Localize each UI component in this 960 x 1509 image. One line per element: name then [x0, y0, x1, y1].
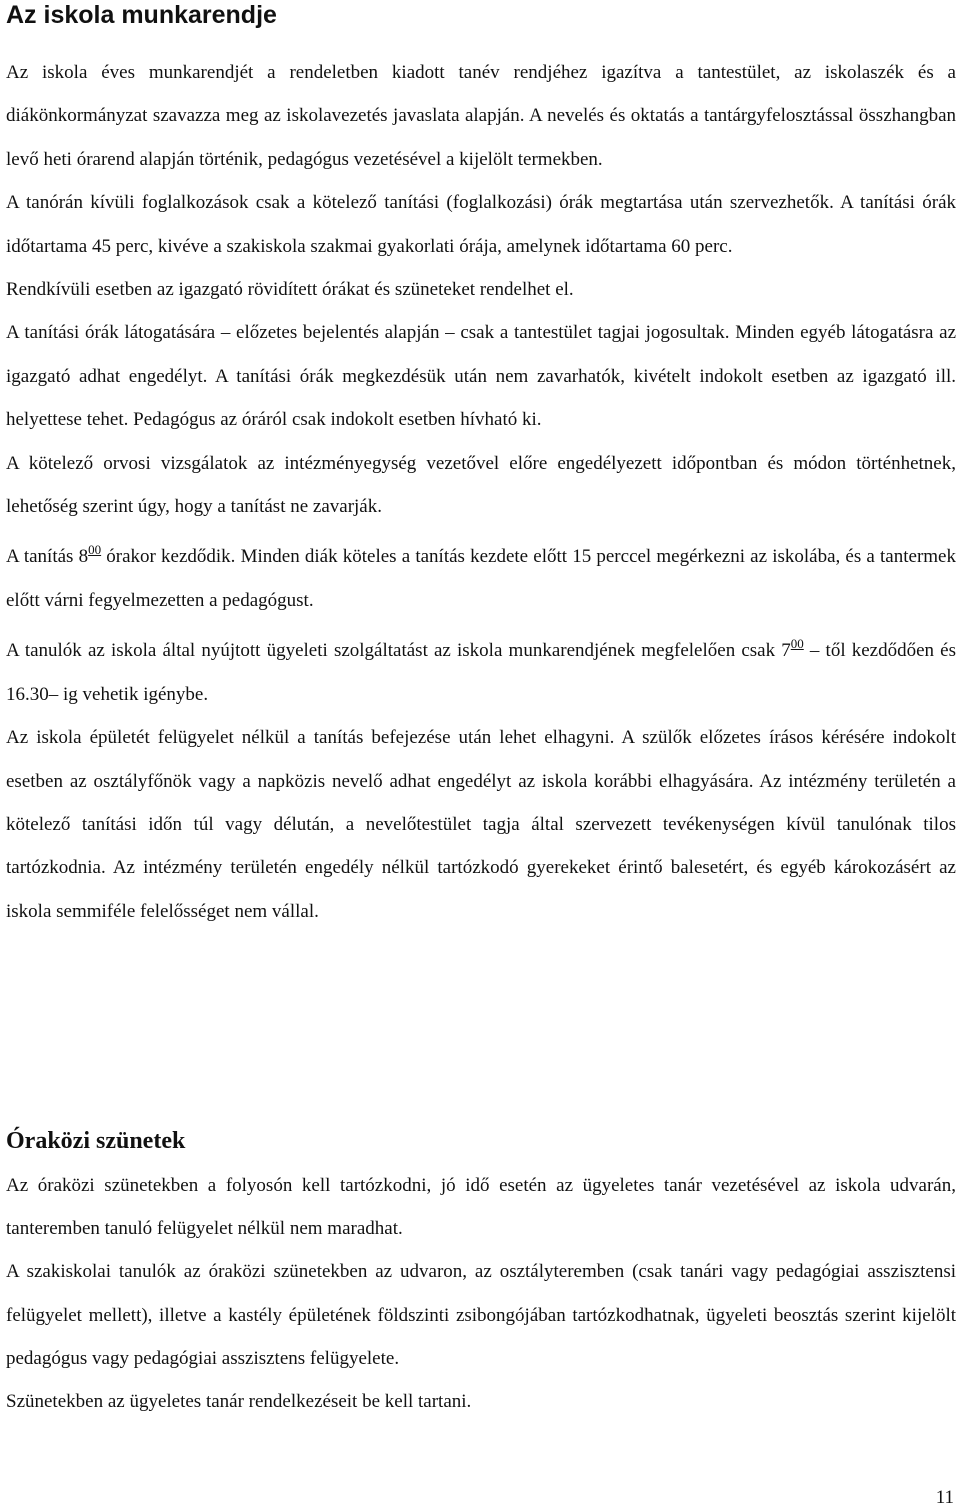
- duty-text-b: – től kezdődően és 16.30– ig vehetik igénybe.: [6, 640, 957, 705]
- paragraph: A szakiskolai tanulók az óraközi szünetekben az udvaron, az osztályteremben (csak tanári vagy pedagógiai asszisztensi felügyelet mellett), illetve a kastély épületének földszinti zsibongójában tartózkodhatnak, ügyeleti beosztás szerint kijelölt pedagógus vagy pedagógiai asszisztens felügyelete.: [6, 1261, 956, 1369]
- paragraph-start-time: [6, 528, 956, 622]
- section-title: Óraközi szünetek: [6, 1128, 186, 1154]
- paragraph: A tanórán kívüli foglalkozások csak a kötelező tanítási (foglalkozási) órák megtartása után szervezhetők. A tanítási órák időtartama 45 perc, kivéve a szakiskola szakmai gyakorlati órája, amelynek időtartama 60 perc.: [6, 192, 956, 257]
- page-title: Az iskola munkarendje: [6, 1, 277, 29]
- section2-body: [6, 1164, 956, 1423]
- paragraph-leaving: Az iskola épületét felügyelet nélkül a tanítás befejezése után lehet elhagyni. A szülők előzetes írásos kérésére indokolt esetben az osztályfőnök vagy a napközis nevelő adhat engedélyt az iskola korábbi elhagyására. Az intézmény területén a kötelező tanítási időn túl vagy délután, a nevelőtestület tagja által szervezett tevékenységen kívül tanulónak tilos tartózkodnia. Az intézmény területén engedély nélkül tartózkodó gyerekeket érintő balesetért, és egyéb károkozásért az iskola semmiféle felelősséget nem vállal.: [6, 727, 956, 922]
- paragraph: Az óraközi szünetekben a folyosón kell tartózkodni, jó idő esetén az ügyeletes tanár vezetésével az iskola udvarán, tanteremben tanuló felügyelet nélkül nem maradhat.: [6, 1175, 956, 1240]
- paragraph: Az iskola éves munkarendjét a rendeletben kiadott tanév rendjéhez igazítva a tantestület, az iskolaszék és a diákönkormányzat szavazza meg az iskolavezetés javaslata alapján. A nevelés és oktatás a tantárgyfelosztással összhangban levő heti órarend alapján történik, pedagógus vezetésével a kijelölt termekben.: [6, 62, 956, 170]
- page-number: 11: [935, 1487, 954, 1508]
- start-text-a: A tanítás 8: [6, 546, 89, 568]
- paragraph: Rendkívüli esetben az igazgató rövidített órákat és szüneteket rendelhet el.: [6, 279, 574, 301]
- duty-text-a: A tanulók az iskola által nyújtott ügyeleti szolgáltatást az iskola munkarendjének megfelelően csak 7: [6, 640, 791, 662]
- paragraph: A kötelező orvosi vizsgálatok az intézményegység vezetővel előre engedélyezett időpontban és módon történhetnek, lehetőség szerint úgy, hogy a tanítást ne zavarják.: [6, 452, 956, 518]
- paragraph: Szünetekben az ügyeletes tanár rendelkezéseit be kell tartani.: [6, 1391, 472, 1413]
- start-superscript: 00: [88, 542, 102, 558]
- paragraph: A tanítási órák látogatására – előzetes bejelentés alapján – csak a tantestület tagjai jogosultak. Minden egyéb látogatásra az igazgató adhat engedélyt. A tanítási órák megkezdésük után nem zavarhatók, kivételt indokolt esetben az igazgató ill. helyettese tehet. Pedagógus az óráról csak indokolt esetben hívható ki.: [6, 322, 956, 431]
- start-text-b: órakor kezdődik. Minden diák köteles a tanítás kezdete előtt 15 perccel megérkezni az iskolába, és a tantermek előtt várni fegyelmezetten a pedagógust.: [6, 546, 956, 611]
- paragraph-duty: [6, 622, 956, 716]
- section-body: [6, 51, 956, 933]
- duty-superscript: 00: [790, 636, 804, 652]
